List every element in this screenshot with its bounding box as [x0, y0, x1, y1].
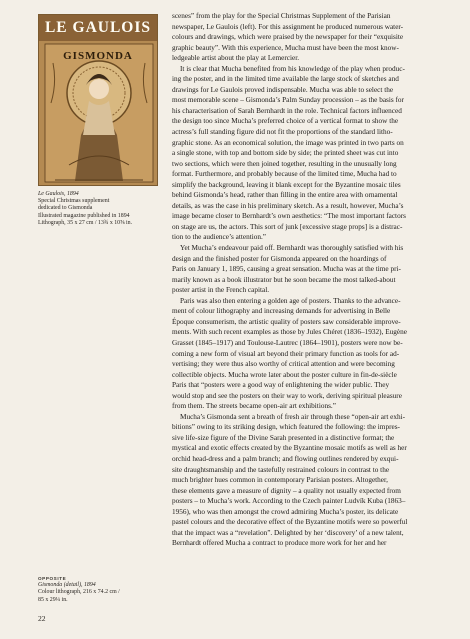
body-text-line: graphic stone. As an economical solution, the image was printed in two parts on [172, 138, 404, 147]
body-text-line: mystical and exotic effects created by the Byzantine mosaic motifs as well as her [172, 444, 407, 453]
body-text-line: ing the poster, and in the limited time available the large stock of sketches and [172, 75, 399, 84]
body-text-line: simplify the background, leaving it blank except for the Byzantine mosaic tiles [172, 180, 401, 189]
body-text-line: posters – to Mucha’s work. According to the Czech painter Ludvík Kuba (1863– [172, 497, 406, 506]
body-text-line: that the impact was a “revelation”. Delighted by her ‘discovery’ of a new talent, [172, 528, 404, 537]
body-text-line: a single stone, with top and bottom side by side; the printed sheet was cut into [172, 149, 399, 158]
page-number: 22 [38, 614, 46, 623]
caption-line: 85 x 29¼ in. [38, 596, 68, 603]
cover-masthead: LE GAULOIS [44, 19, 152, 36]
body-text-line: collectible objects. Mucha wrote later about the poster culture in fin-de-siècle [172, 370, 397, 379]
body-text-line: Paris on January 1, 1895, causing a great sensation. Mucha was at the time pri- [172, 265, 401, 274]
body-text-line: newspaper, Le Gaulois (left). For this assignment he produced numerous water- [172, 22, 404, 31]
body-text-line: bitions” owing to its striking design, which featured the following: the impres- [172, 423, 400, 432]
body-text-line: Bernhardt offered Mucha a contract to produce more work for her and her [172, 539, 387, 548]
body-text-line: two sections, which were then joined together, resulting in the unusually long [172, 159, 397, 168]
body-text-line: It is clear that Mucha benefited from his knowledge of the play when produc- [180, 64, 405, 73]
body-text-line: image became closer to Bernhardt’s own aesthetics: “The most important factors [172, 212, 406, 221]
body-text-line: Paris that “posters were a good way of enlightening the wider public. They [172, 381, 390, 390]
body-text-line: Grasset (1845–1917) and Toulouse-Lautrec (1864–1901), posters were now be- [172, 338, 403, 347]
caption-line: dedicated to Gismonda [38, 205, 93, 212]
body-text-line: Époque consumerism, the artistic quality of posters saw considerable improve- [172, 317, 401, 326]
body-text-line: on stage are us, the actors. This sort of junk [excessive stage props] is a distrac- [172, 222, 403, 231]
body-text-line: pastel colours and the decorative effect of the Byzantine motifs were so powerful [172, 518, 408, 527]
body-text-line: orchid head-dress and a palm branch; and flowing outlines rendered by exqui- [172, 454, 399, 463]
body-text-line: his characterisation of Sarah Bernhardt in the role. Technical factors influenced [172, 106, 402, 115]
caption-line: Illustrated magazine published in 1894 [38, 212, 130, 219]
body-text-line: would stop and see the posters on their way to work, deriving spiritual pleasure [172, 391, 402, 400]
body-text-line: ment of colour lithography and increasing demands for advertising in Belle [172, 307, 391, 316]
body-text-line: Paris was also then entering a golden age of posters. Thanks to the advance- [180, 296, 401, 305]
cover-poster-title: GISMONDA [63, 50, 133, 62]
body-text-line: sive life-size figure of the Divine Sarah presented in a distinctive format; the [172, 433, 395, 442]
body-text-line: drawings for Le Gaulois proved indispensable. Mucha was able to select the [172, 85, 394, 94]
body-text-line: colours and drawings, which were praised by the newspaper for their “exquisite [172, 33, 404, 42]
figure-caption [38, 191, 168, 227]
body-text-line: marily known as a book illustrator but he soon became the most talked-about [172, 275, 396, 284]
opposite-label: OPPOSITE [38, 576, 67, 581]
cover-artwork [39, 15, 158, 186]
le-gaulois-cover-illustration [38, 14, 158, 186]
body-text-line: Mucha’s Gismonda sent a breath of fresh air through these “open-air art exhi- [180, 412, 406, 421]
body-text-line: from them. The streets became open-air art exhibitions.” [172, 402, 336, 411]
body-text-line: these elements gave a measure of dignity – a quality not usually expected from [172, 486, 401, 495]
body-text-line: much brighter hues common in contemporary Parisian posters. Altogether, [172, 476, 388, 485]
body-text-line: scenes” from the play for the Special Christmas Supplement of the Parisian [172, 12, 391, 20]
opposite-caption [38, 575, 168, 604]
body-text-line: design and the finished poster for Gismonda appeared on the hoardings of [172, 254, 387, 263]
body-text-line: Yet Mucha’s endeavour paid off. Bernhardt was thoroughly satisfied with his [180, 244, 404, 253]
body-text-line: graphic beauty”. With this experience, Mucha must have been the most know- [172, 43, 399, 52]
body-text-line: tion to the audience’s attention.” [172, 233, 267, 242]
body-text-line: ments. With such recent examples as those by Jules Chéret (1836–1932), Eugène [172, 328, 407, 337]
caption-title: Gismonda (detail), 1894 [38, 582, 96, 589]
body-text-line: actress’s full standing figure did not fit the proportions of the standard litho- [172, 128, 393, 137]
body-text [172, 11, 446, 549]
body-text-line: format. Furthermore, and probably because of the limited time, Mucha had to [172, 170, 397, 179]
caption-line: Lithograph, 35 x 27 cm / 13¾ x 10⅝ in. [38, 219, 133, 226]
body-text-line: coming a new form of visual art beyond their primary function as tools for ad- [172, 349, 400, 358]
caption-line: Special Christmas supplement [38, 198, 110, 205]
body-text-line: the design too since Mucha’s preferred choice of a vertical format to show the [172, 117, 399, 126]
body-text-line: site draughtsmanship and the tastefully restrained colours in contrast to the [172, 465, 390, 474]
body-text-line: 1956), who was then amongst the crowd admiring Mucha’s poster, its delicate [172, 507, 399, 516]
body-text-line: ledgeable artist about the play at Lemercier. [172, 54, 300, 63]
body-text-line: most memorable scene – Gismonda’s Palm Sunday procession – as the basis for [172, 96, 404, 105]
caption-title: Le Gaulois, 1894 [38, 191, 79, 197]
body-text-line: vertising; they were thus also worthy of critical attention and were becoming [172, 360, 395, 369]
body-text-line: behind Gismonda’s head, rather than filling in the entire area with ornamental [172, 191, 398, 200]
caption-line: Colour lithograph, 216 x 74.2 cm / [38, 589, 120, 596]
body-text-line: details, as was the case in his preliminary sketch. As a result, however, Mucha’s [172, 201, 404, 210]
body-text-line: poster artist in the French capital. [172, 286, 270, 295]
